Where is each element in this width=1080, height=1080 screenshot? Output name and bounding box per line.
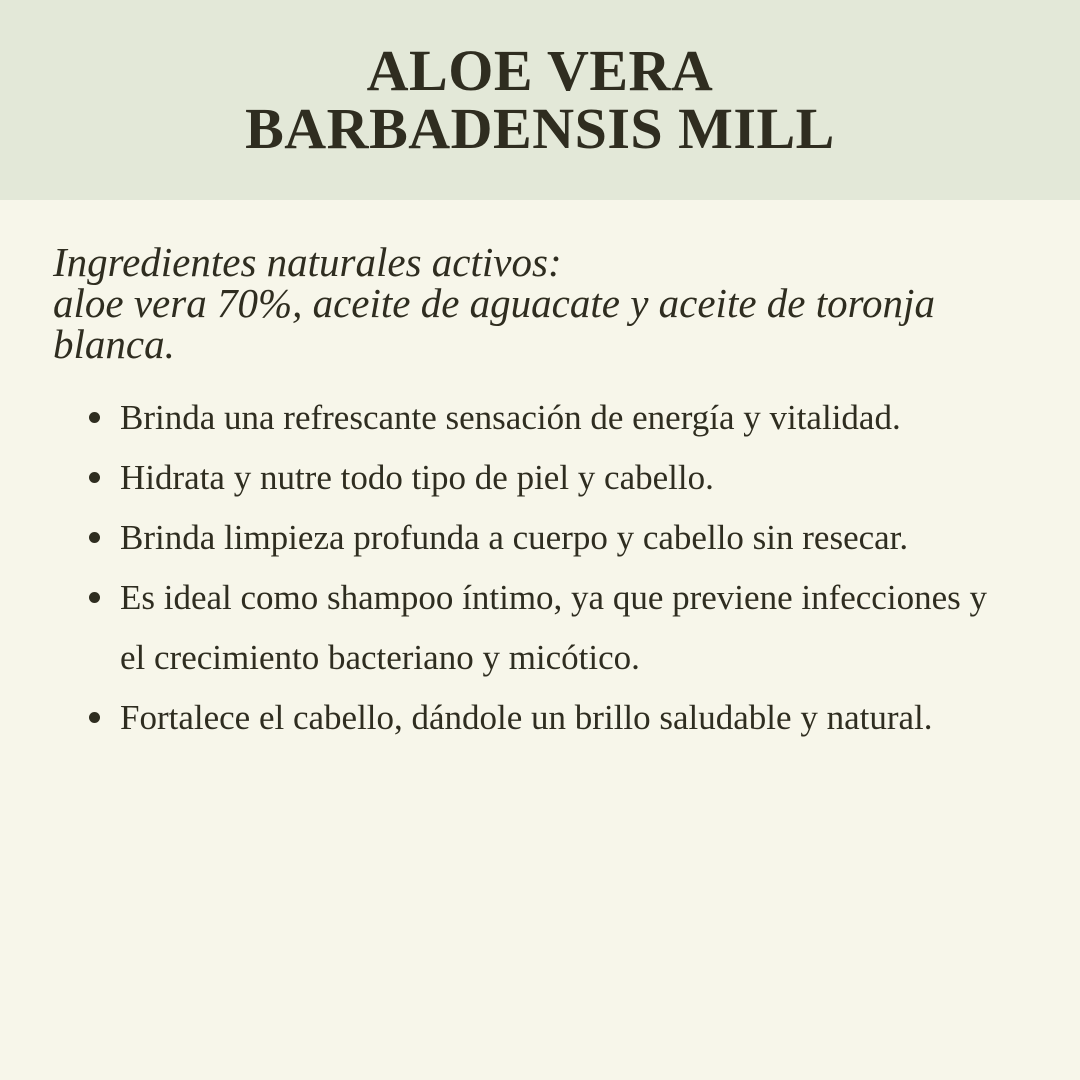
list-item [120, 508, 1020, 568]
list-item [120, 388, 1020, 448]
ingredients-list-line: blanca. [53, 321, 175, 367]
title-banner [0, 0, 1080, 200]
benefit-text: Brinda una refrescante sensación de energía y vitalidad. [120, 398, 901, 437]
ingredients-heading: Ingredientes naturales activos: [53, 239, 562, 285]
list-item [120, 568, 1020, 688]
list-item [120, 688, 1020, 748]
bullet-icon [89, 472, 100, 483]
benefits-list [120, 388, 1020, 748]
benefit-text: Fortalece el cabello, dándole un brillo saludable y natural. [120, 698, 933, 737]
ingredients-list-line: aloe vera 70%, aceite de aguacate y aceite de toronja [53, 280, 935, 326]
benefit-text: Hidrata y nutre todo tipo de piel y cabello. [120, 458, 714, 497]
title-line-2: BARBADENSIS MILL [245, 96, 835, 161]
benefit-text: Brinda limpieza profunda a cuerpo y cabello sin resecar. [120, 518, 909, 557]
title-line-1: ALOE VERA [366, 38, 714, 103]
bullet-icon [89, 592, 100, 603]
bullet-icon [89, 712, 100, 723]
benefit-text: Es ideal como shampoo íntimo, ya que previene infecciones y el crecimiento bacteriano y micótico. [120, 578, 987, 677]
list-item [120, 448, 1020, 508]
bullet-icon [89, 412, 100, 423]
bullet-icon [89, 532, 100, 543]
ingredients-intro [53, 239, 1063, 367]
